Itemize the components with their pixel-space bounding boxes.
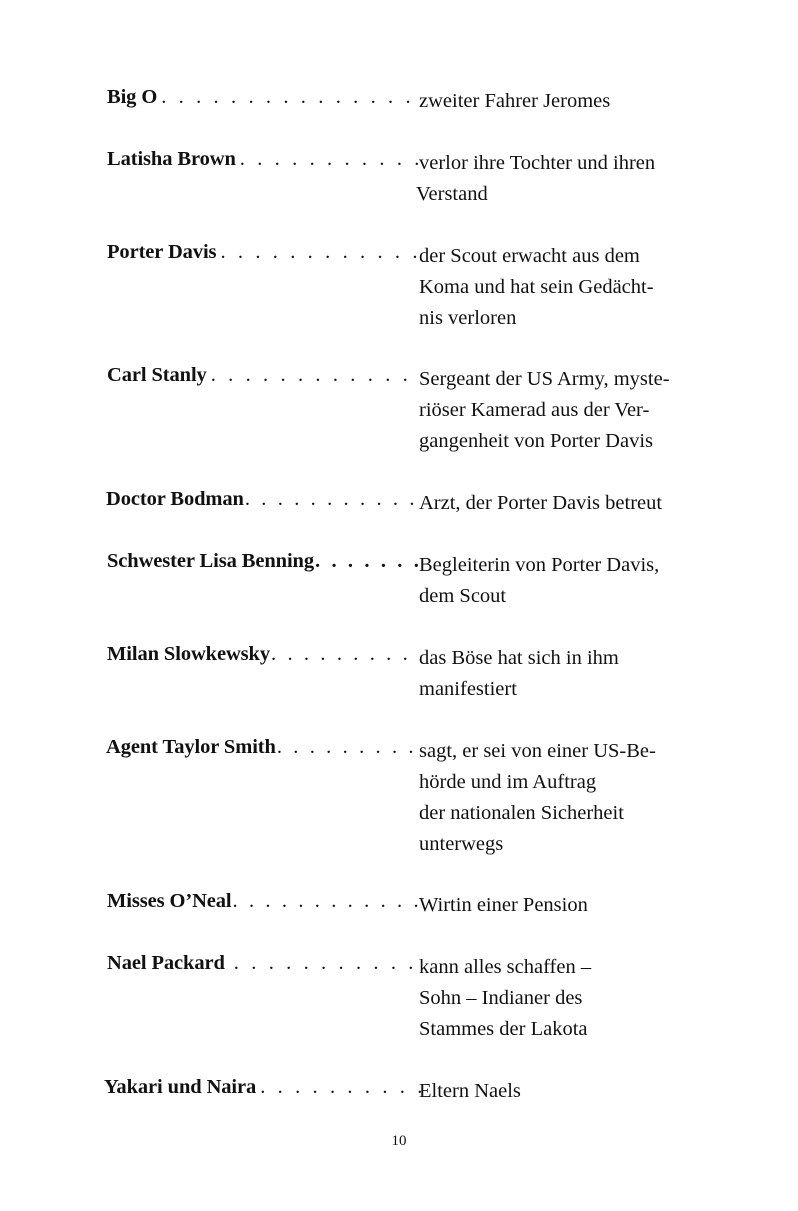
dot-leader — [225, 952, 421, 975]
character-description — [419, 643, 749, 705]
description-line: Sergeant der US Army, myste- — [419, 368, 670, 390]
description-line: Begleiterin von Porter Davis, — [419, 554, 660, 576]
description-line: unterwegs — [419, 833, 504, 855]
dot-leader — [216, 241, 421, 264]
character-name: Misses O’Neal — [107, 890, 232, 912]
character-description — [419, 550, 749, 612]
description-line: verlor ihre Tochter und ihren — [419, 152, 656, 174]
character-description — [419, 241, 749, 334]
dot-leader — [232, 890, 421, 913]
description-line: der Scout erwacht aus dem — [419, 245, 640, 267]
character-description — [419, 1076, 749, 1107]
character-name: Yakari und Naira — [104, 1076, 257, 1098]
dot-leader — [314, 550, 421, 573]
description-line: zweiter Fahrer Jeromes — [419, 90, 611, 112]
page-number: 10 — [391, 1133, 407, 1149]
character-description — [419, 890, 749, 921]
character-name: Carl Stanly — [107, 364, 207, 386]
description-line: gangenheit von Porter Davis — [419, 430, 653, 452]
dot-leader — [207, 364, 421, 387]
character-description — [419, 488, 749, 519]
description-line: Arzt, der Porter Davis betreut — [419, 492, 663, 514]
dot-leader — [256, 1076, 421, 1099]
character-name: Milan Slowkewsky — [107, 643, 271, 665]
description-line: Sohn – Indianer des — [419, 987, 583, 1009]
description-line: der nationalen Sicherheit — [419, 802, 624, 824]
description-line: Koma und hat sein Gedächt- — [419, 276, 654, 298]
description-line: riöser Kamerad aus der Ver- — [419, 399, 650, 421]
character-name: Agent Taylor Smith — [106, 736, 276, 758]
dot-leader — [276, 736, 420, 759]
character-name: Nael Packard — [107, 952, 225, 974]
dot-leader — [270, 643, 421, 666]
dot-leader — [236, 148, 421, 171]
character-name: Schwester Lisa Benning — [107, 550, 315, 572]
description-line: dem Scout — [419, 585, 507, 607]
description-line: nis verloren — [419, 307, 517, 329]
dot-leader — [157, 86, 421, 109]
description-line: Stammes der Lakota — [419, 1018, 588, 1040]
dot-leader — [244, 488, 420, 511]
character-name: Doctor Bodman — [106, 488, 244, 510]
character-description — [419, 736, 749, 860]
description-line: sagt, er sei von einer US-Be- — [419, 740, 656, 762]
description-line: Eltern Naels — [419, 1080, 521, 1102]
character-name: Latisha Brown — [107, 148, 236, 170]
description-line: hörde und im Auftrag — [419, 771, 597, 793]
description-line: kann alles schaffen – — [419, 956, 592, 978]
character-name: Big O — [107, 86, 158, 108]
character-description — [419, 86, 749, 117]
description-line: Wirtin einer Pension — [419, 894, 588, 916]
description-line: das Böse hat sich in ihm — [419, 647, 619, 669]
character-description — [419, 364, 749, 457]
character-name: Porter Davis — [107, 241, 217, 263]
description-line: Verstand — [416, 183, 488, 205]
character-description — [419, 952, 749, 1045]
description-line: manifestiert — [419, 678, 517, 700]
character-description — [416, 148, 749, 210]
